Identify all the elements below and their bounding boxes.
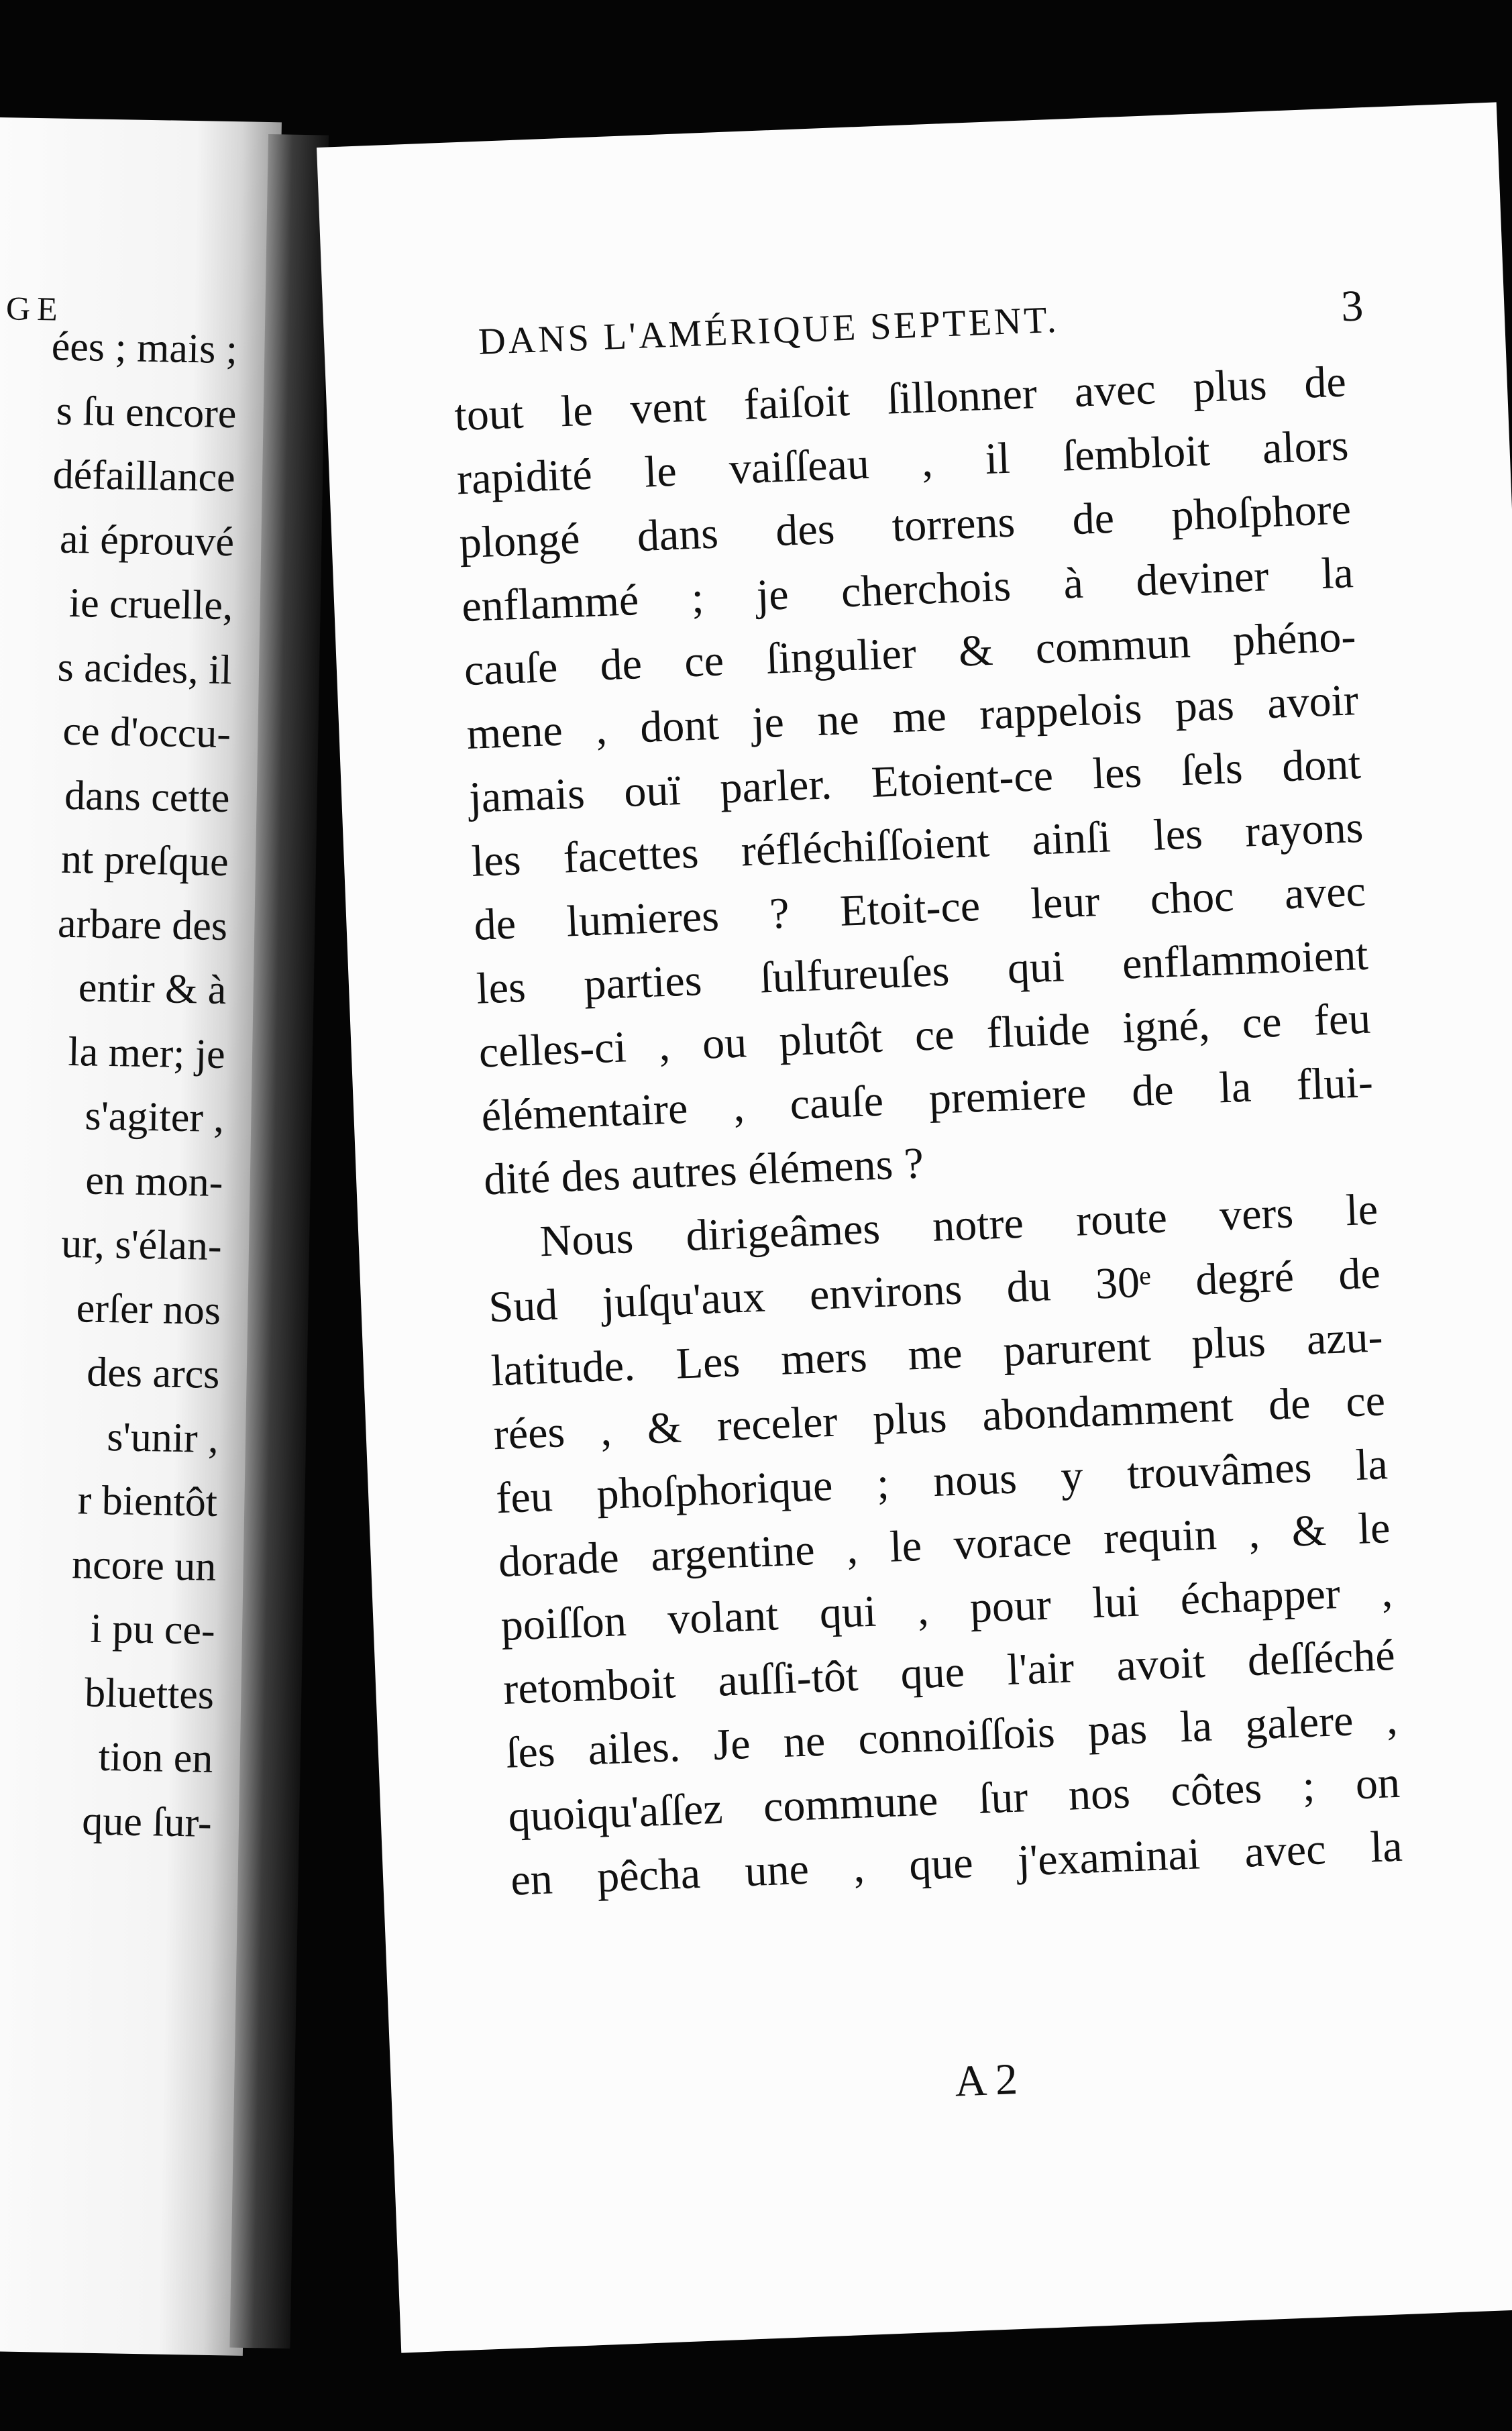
left-text-line-content: que ſur- — [81, 1798, 213, 1846]
left-text-line-content: en mon- — [85, 1156, 223, 1205]
text-line: plongé dans des torrens de phoſphore — [458, 484, 1352, 568]
text-line: tout le vent faiſoit ſillonner avec plus de — [453, 357, 1347, 441]
text-line: celles-ci , ou plutôt ce fluide igné, ce feu — [478, 993, 1372, 1077]
left-text-line — [0, 1475, 218, 1527]
text-line: les facettes réfléchiſſoient ainſi les rayons — [470, 802, 1364, 886]
left-text-line-content: ai éprouvé — [59, 516, 235, 565]
text-line: Nous dirigeâmes notre route vers le — [539, 1185, 1379, 1266]
left-text-line — [0, 1026, 225, 1078]
text-line: Sud juſqu'aux environs du 30ᵉ degré de — [488, 1248, 1381, 1332]
left-text-line — [0, 450, 235, 502]
left-text-line-content: erſer nos — [76, 1285, 221, 1334]
left-text-line-content: i pu ce- — [90, 1605, 216, 1654]
left-text-line — [0, 1603, 215, 1655]
text-line: ſes ailes. Je ne connoiſſois pas la galere , — [504, 1694, 1399, 1778]
text-line: dorade argentine , le vorace requin , & le — [497, 1503, 1391, 1587]
left-text-line-content: s'unir , — [106, 1413, 219, 1462]
text-line: de lumieres ? Etoit-ce leur choc avec — [473, 866, 1367, 950]
left-text-line-content: ie cruelle, — [68, 580, 233, 629]
left-text-line-content: défaillance — [52, 451, 236, 501]
left-text-line — [0, 706, 231, 758]
left-text-line-content: des arcs — [86, 1349, 220, 1397]
text-line: retomboit auſſi-tôt que l'air avoit deſſéché — [502, 1630, 1396, 1714]
left-text-line-content: la mer; je — [68, 1028, 226, 1077]
text-line: quoiqu'aſſez commune ſur nos côtes ; on — [507, 1758, 1401, 1841]
text-line: enflammé ; je cherchois à deviner la — [461, 548, 1354, 632]
left-text-line — [0, 1347, 220, 1399]
left-text-line — [0, 1091, 225, 1142]
left-text-line — [0, 322, 238, 374]
text-line: dité des autres élémens ? — [482, 1138, 925, 1205]
left-text-line-content: ce d'occu- — [62, 708, 231, 757]
left-text-line-content: ur, s'élan- — [60, 1220, 223, 1270]
page-number: 3 — [1340, 281, 1364, 331]
left-text-line-content: nt preſque — [60, 836, 229, 885]
running-head — [478, 280, 1364, 366]
left-text-line-content: dans cette — [64, 772, 230, 821]
left-text-line — [0, 1154, 223, 1206]
left-text-line — [0, 770, 230, 822]
left-running-head: GE — [5, 289, 65, 328]
left-text-line-content: bluettes — [84, 1670, 215, 1718]
right-page — [317, 102, 1512, 2353]
left-text-line-content: ées ; mais ; — [51, 323, 238, 373]
left-text-line-content: ncore un — [71, 1541, 217, 1590]
text-line: rées , & receler plus abondamment de ce — [492, 1376, 1387, 1460]
running-head-title: DANS L'AMÉRIQUE SEPTENT. — [478, 299, 1060, 363]
left-text-line — [0, 898, 228, 950]
left-text-line-content: tion en — [98, 1733, 213, 1782]
left-text-line-content: s acides, il — [57, 644, 233, 693]
left-text-line-content: s ſu encore — [56, 388, 237, 437]
left-text-line — [0, 578, 233, 630]
left-text-line-content: arbare des — [57, 900, 228, 949]
left-text-line — [0, 1795, 212, 1847]
text-line: poiſſon volant qui , pour lui échapper , — [500, 1567, 1394, 1651]
text-line: feu phoſphorique ; nous y trouvâmes la — [495, 1440, 1389, 1523]
left-text-line — [0, 514, 235, 565]
text-line: rapidité le vaiſſeau , il ſembloit alors — [455, 421, 1350, 504]
left-text-line-content: r bientôt — [77, 1477, 218, 1525]
left-text-line — [0, 1411, 219, 1462]
text-line: latitude. Les mers me parurent plus azu- — [490, 1312, 1384, 1396]
text-line: jamais ouï parler. Etoient-ce les ſels dont — [468, 739, 1362, 822]
left-text-line — [0, 1539, 217, 1590]
left-text-line-content: entir & à — [78, 965, 227, 1014]
left-text-line — [0, 834, 229, 886]
signature-mark: A 2 — [953, 2055, 1019, 2106]
left-text-line-content: s'agiter , — [85, 1093, 225, 1142]
left-text-line — [0, 1731, 213, 1783]
left-text-line — [0, 1667, 215, 1719]
left-text-line — [0, 386, 237, 437]
left-text-line — [0, 1283, 221, 1334]
left-text-line — [0, 1219, 222, 1271]
body-text — [453, 349, 1404, 1912]
text-line: les parties ſulfureuſes qui enflammoient — [475, 930, 1369, 1014]
text-line: élémentaire , cauſe premiere de la flui- — [480, 1057, 1374, 1141]
text-line: cauſe de ce ſingulier & commun phéno- — [463, 612, 1357, 696]
text-line: mene , dont je ne me rappelois pas avoir — [466, 676, 1360, 759]
left-text-line — [0, 963, 227, 1014]
left-text-line — [0, 642, 232, 694]
text-line: en pêcha une , que j'examinai avec la — [509, 1821, 1403, 1905]
